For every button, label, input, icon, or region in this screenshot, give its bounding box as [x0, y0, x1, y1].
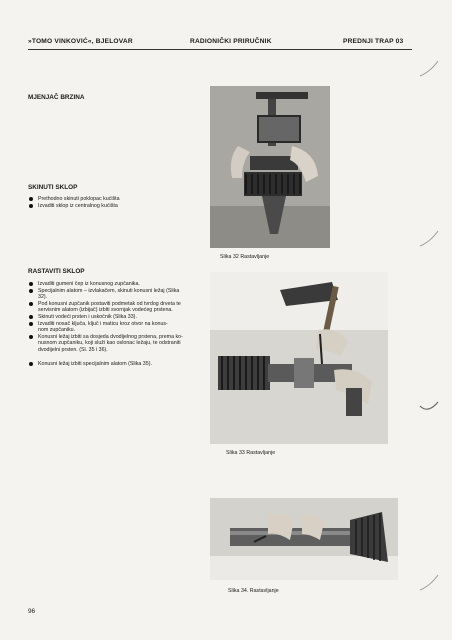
rastaviti-list — [28, 281, 212, 367]
list-item: Prethodno skinuti poklopac kućišta — [28, 196, 204, 203]
page-number: 96 — [28, 608, 36, 615]
list-item: Specijalnim alatom – izvlakačem, skinuti konusni ležaj (Slika 32). — [28, 288, 212, 301]
rastaviti-heading: RASTAVITI SKLOP — [28, 268, 85, 275]
figure-33-photo — [210, 272, 388, 444]
skinuti-list — [28, 196, 204, 209]
figure-33-caption: Slika 33 Rastavljanje — [226, 450, 276, 456]
gear-shaft-hammer-illustration — [210, 272, 388, 444]
header-section: PREDNJI TRAP 03 — [343, 38, 404, 45]
list-item: Konusni ležaj izbiti specijalnim alatom (Slika 35). — [28, 361, 212, 368]
scan-mark-icon — [418, 58, 440, 80]
list-item: Izvaditi nosač ključa, ključ i maticu kroz otvor na konus- nom zupčaniku. — [28, 321, 212, 334]
skinuti-heading: SKINUTI SKLOP — [28, 184, 78, 191]
list-item: Izvaditi sklop iz centralnog kućišta — [28, 203, 204, 210]
header-publisher: »TOMO VINKOVIĆ«, BJELOVAR — [28, 38, 133, 45]
scan-mark-icon — [418, 228, 440, 250]
list-item: Izvaditi gumeni čep iz konusnog zupčanika. — [28, 281, 212, 288]
header-title: RADIONIČKI PRIRUČNIK — [190, 38, 272, 45]
figure-32-caption: Slika 32 Rastavljanje — [220, 254, 270, 260]
bevel-gear-shaft-illustration — [210, 498, 398, 580]
list-item: Skinuti vodeći prsten i uskočnik (Slika 33). — [28, 314, 212, 321]
scan-mark-icon — [418, 396, 440, 418]
list-item: Konusni ležaj izbiti sa dosjeda dvodijelnog prstena, prema ko- nusnom zupčaniku, koji služi kao oslonac ležaju, te odstraniti dvodijelni prsten. (Sl. 35 i 36). — [28, 334, 212, 354]
figure-32-photo — [210, 86, 330, 248]
section-title: MJENJAČ BRZINA — [28, 94, 85, 101]
scan-mark-icon — [418, 572, 440, 594]
figure-34-caption: Slika 34. Rastavljanje — [228, 588, 279, 594]
figure-34-photo — [210, 498, 398, 580]
list-item: Pod konusni zupčanik postaviti podmetak od tvrdog drveta te servisnim alatom (izbijač) izbiti svornjak vodećeg prstena. — [28, 301, 212, 314]
header-rule — [28, 49, 412, 50]
gear-puller-illustration — [210, 86, 330, 248]
